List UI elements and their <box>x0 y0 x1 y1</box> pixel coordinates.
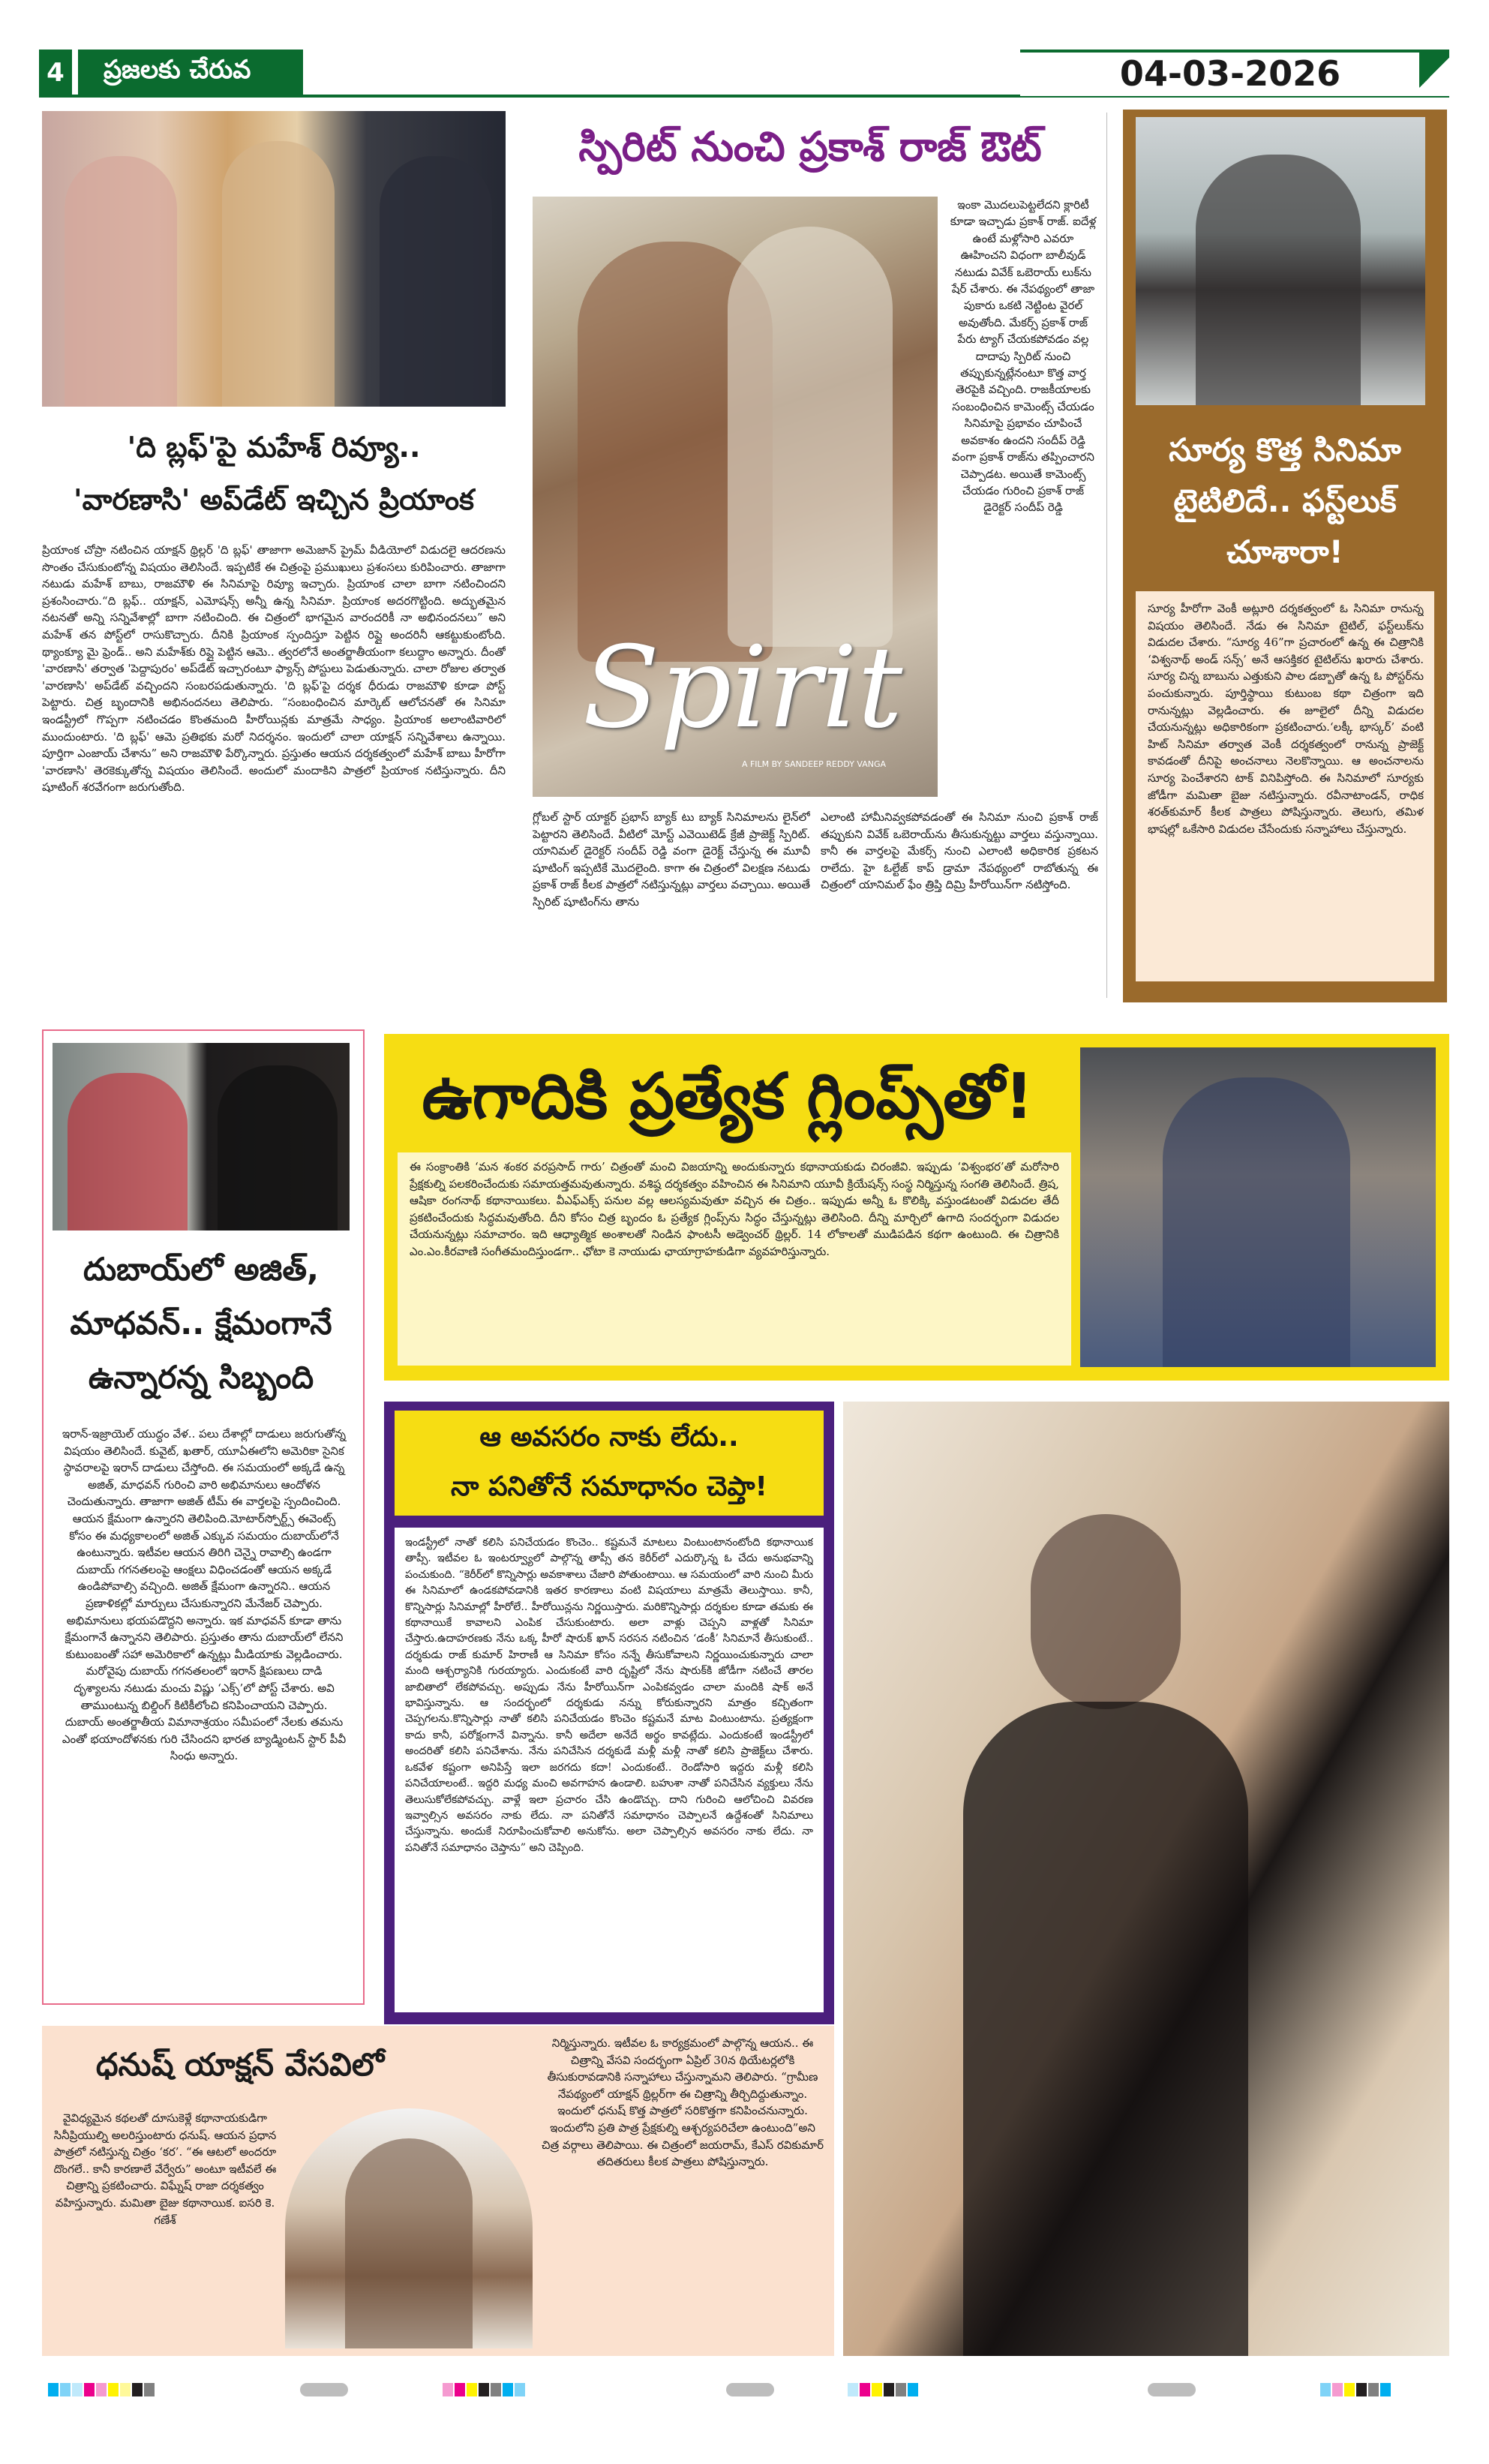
swatch-k4 <box>491 2383 501 2396</box>
swatch-c7 <box>908 2383 918 2396</box>
page-number: 4 <box>47 58 65 88</box>
swatch-k6 <box>896 2383 906 2396</box>
swatch-c3 <box>72 2383 83 2396</box>
surya-headline: సూర్య కొత్త సినిమా టైటిలిదే.. ఫస్ట్‌లుక్ చూశారా! <box>1169 431 1401 570</box>
spirit-column-divider <box>1106 113 1107 998</box>
surya-photo <box>1136 117 1425 405</box>
swatch-k8 <box>1368 2383 1379 2396</box>
photo-figure <box>1163 1077 1350 1367</box>
dhanush-left-body: వైవిధ్యమైన కథలతో దూసుకెళ్లే కథానాయకుడిగా సినీప్రియుల్ని అలరిస్తుంటారు ధనుష్. ఆయన ప్రధాన పాత్రలో నటిస్తున్న చిత్రం ‘కర’. “ఈ ఆటలో అందరూ దొంగలే.. కానీ కారణాలే వేర్వేరు” అంటూ ఇటీవలే ఈ చిత్రాన్ని ప్రకటించారు. విఘ్నేష్ రాజా దర్శకత్వం వహిస్తున్నారు. మమితా బైజు కథానాయిక. ఐసరి కె. గణేశ్ <box>53 2111 277 2227</box>
print-pill-2 <box>726 2383 774 2397</box>
swatch-c4 <box>503 2383 513 2396</box>
swatch-y2 <box>120 2383 131 2396</box>
mahesh-priyanka-photo <box>42 111 506 407</box>
swatch-y <box>108 2383 119 2396</box>
photo-figure <box>1196 155 1361 405</box>
print-marks-far-right <box>1320 2383 1392 2397</box>
poster-credit: A FILM BY SANDEEP REDDY VANGA <box>741 759 887 769</box>
date: 04-03-2026 <box>1119 53 1341 94</box>
photo-figure-right <box>380 156 492 407</box>
swatch-y5 <box>1344 2383 1355 2396</box>
swatch-m6 <box>1332 2383 1343 2396</box>
ajith-body: ఇరాన్-ఇజ్రాయెల్ యుద్ధం వేళ.. పలు దేశాల్లో దాడులు జరుగుతోన్న విషయం తెలిసిందే. కువైట్, ఖతార్, యూఏఈలోని అమెరికా సైనిక స్థావరాలపై ఇరాన్ దాడులు చేస్తోంది. ఈ సమయంలో అక్కడే ఉన్న అజిత్, మాధవన్ గురించి వారి అభిమానులు ఆందోళన చెందుతున్నారు. తాజాగా అజిత్ టీమ్ ఈ వార్తలపై స్పందించింది. ఆయన క్షేమంగా ఉన్నారని తెలిపింది.మోటార్‌స్పోర్ట్స్ ఈవెంట్స్ కోసం ఈ మధ్యకాలంలో అజిత్ ఎక్కువ సమయం దుబాయ్‌లోనే ఉంటున్నారు. ఇటీవల ఆయన తిరిగి చెన్నై రావాల్సి ఉండగా దుబాయ్ గగనతలంపై ఆంక్షలు విధించడంతో ఆయన అక్కడే ఉండిపోవాల్సి వచ్చింది. అజిత్ క్షేమంగా ఉన్నారని.. ఆయన ప్రణాళికల్లో మార్పులు చేసుకున్నారని మేనేజర్ చెప్పారు. అభిమానులు భయపడొద్దని అన్నారు. ఇక మాధవన్ కూడా తాను క్షేమంగానే ఉన్నానని తెలిపారు. ప్రస్తుతం తాను దుబాయ్‌లో లేనని కుటుంబంతో సహా అమెరికాలో ఉన్నట్లు మీడియాకు వెల్లడించారు. మరోవైపు దుబాయ్ గగనతలంలో ఇరాన్ క్షిపణులు దాడి దృశ్యాలను నటుడు మంచు విష్ణు ‘ఎక్స్’లో పోస్ట్ చేశారు. అవి తాముంటున్న బిల్డింగ్ కిటికీలోంచి కనిపించాయని చెప్పారు. దుబాయ్ అంతర్జాతీయ విమానాశ్రయం సమీపంలో నేలకు తమను ఎంతో భయాందోళనకు గురి చేసిందని భారత బ్యాడ్మింటన్ స్టార్ పీవీ సింధు అన్నారు. <box>62 1427 347 1763</box>
swatch-k <box>132 2383 143 2396</box>
ajith-madhavan-photo <box>53 1043 350 1230</box>
swatch-k2 <box>144 2383 155 2396</box>
mahesh-headline-2: 'వారణాసి' అప్‌డేట్ ఇచ్చిన ప్రియాంక <box>74 483 474 516</box>
print-pill-3 <box>1148 2383 1196 2397</box>
photo-figure-head <box>1031 1514 1181 1709</box>
print-pill-1 <box>300 2383 348 2397</box>
spirit-bottom-right: ఎలాంటి హామీనివ్వకపోవడంతో ఈ సినిమా నుంచి ప్రకాశ్ రాజ్ తప్పుకుని వివేక్ ఒబెరాయ్‌ను తీసుకున్నట్టు వార్తలు వస్తున్నాయి. కానీ ఈ వార్తలపై మేకర్స్ నుంచి ఎలాంటి అధికారిక ప్రకటన రాలేదు. హై ఓల్టేజ్ కాప్ డ్రామా నేపథ్యంలో రాబోతున్న ఈ చిత్రంలో యానిమల్ ఫేం త్రిప్తి దిమ్రి హీరోయిన్‌గా నటిస్తోంది. <box>821 810 1098 892</box>
swatch-c <box>48 2383 59 2396</box>
date-tab-corner <box>1419 50 1449 96</box>
swatch-y4 <box>872 2383 882 2396</box>
section-title: ప్రజలకు చేరువ <box>104 55 251 85</box>
swatch-m2 <box>96 2383 107 2396</box>
print-marks-center <box>443 2383 527 2397</box>
mahesh-body: ప్రియాంక చోప్రా నటించిన యాక్షన్ థ్రిల్లర్ 'ది బ్లఫ్' తాజాగా అమెజాన్ ప్రైమ్ వీడియోలో విడుదలై ఆదరణను సొంతం చేసుకుంటోన్న విషయం తెలిసిందే. ఇప్పటికే ఈ చిత్రంపై ప్రముఖులు ప్రశంసలు కురిపించారు. తాజాగా నటుడు మహేశ్ బాబు, రాజమౌళి ఈ సినిమాపై రివ్యూ ఇచ్చారు. ప్రియాంక చాలా బాగా నటించిందని ప్రశంసించారు.“ది బ్లఫ్.. యాక్షన్, ఎమోషన్స్ అన్నీ ఉన్న సినిమా. ప్రియాంక అదరగొట్టింది. అద్భుతమైన నటనతో అన్ని సన్నివేశాల్లో బాగా నటించింది. ఈ చిత్రంలో భాగమైన వారందరికీ నా అభినందనలు” అని మహేశ్ తన పోస్ట్‌లో రాసుకొచ్చారు. దీనికి ప్రియాంక స్పందిస్తూ పెట్టిన రిప్లై అందరినీ ఆకట్టుకుంటోంది. థ్యాంక్యూ మై ఫ్రెండ్.. అని మహేశ్‌కు రిప్లై పెట్టిన ఆమె.. త్వరలోనే అంతర్జాతీయంగా కలుద్దాం అన్నారు. దీంతో 'వారణాసి' తర్వాత 'పెద్దాపురం' అప్‌డేట్ ఇచ్చారంటూ ఫ్యాన్స్ పోస్టులు పెడుతున్నారు. చాలా రోజుల తర్వాత 'వారణాసి' అప్‌డేట్ వచ్చిందని సంబరపడుతున్నారు. 'ది బ్లఫ్'పై దర్శక ధీరుడు రాజమౌళి కూడా పోస్ట్ పెట్టారు. చిత్ర బృందానికి అభినందనలు తెలిపారు. “సంబంధించిన మార్కెట్ ఆలోచనతో ఈ సినిమా ఇండస్ట్రీలో గొప్పగా నటించడం కొంతమంది హీరోయిన్లకు మాత్రమే సాధ్యం. ప్రియాంక అలాంటివారిలో ముందుంటారు. 'ది బ్లఫ్' ఆమె ప్రతిభకు మరో నిదర్శనం. ఇందులో చాలా యాక్షన్ సన్నివేశాలు ఉన్నాయి. పూర్తిగా ఎంజాయ్ చేశాను” అని రాజమౌళి పేర్కొన్నారు. ప్రస్తుతం ఆయన దర్శకత్వంలో మహేశ్ బాబు హీరోగా 'వారణాసి' తెరకెక్కుతోన్న విషయం తెలిసిందే. అందులో మందాకిని పాత్రలో ప్రియాంక నటిస్తున్నారు. దీని షూటింగ్ శరవేగంగా జరుగుతోంది. <box>42 543 506 795</box>
photo-figure <box>345 2138 473 2348</box>
print-marks-left <box>48 2383 156 2397</box>
taapsee-headline-1: ఆ అవసరం నాకు లేదు.. <box>479 1422 739 1453</box>
taapsee-photo <box>843 1402 1449 2356</box>
dhanush-photo <box>285 2108 533 2348</box>
dhanush-right-body: నిర్మిస్తున్నారు. ఇటీవల ఓ కార్యక్రమంలో పాల్గొన్న ఆయన.. ఈ చిత్రాన్ని వేసవి సందర్భంగా ఏప్రిల్ 30న థియేటర్లలోకి తీసుకురావడానికి సన్నాహాలు చేస్తున్నామని తెలిపారు. “గ్రామీణ నేపథ్యంలో యాక్షన్ థ్రిల్లర్‌గా ఈ చిత్రాన్ని తీర్చిదిద్దుతున్నాం. ఇందులో ధనుష్ కొత్త పాత్రలో సరికొత్తగా కనిపించనున్నారు. ఇందులోని ప్రతి పాత్ర ప్రేక్షకుల్ని ఆశ్చర్యపరిచేలా ఉంటుంది”అని చిత్ర వర్గాలు తెలిపాయి. ఈ చిత్రంలో జయరామ్, కేఎస్ రవికుమార్ తదితరులు కీలక పాత్రలు పోషిస్తున్నారు. <box>542 2036 824 2169</box>
photo-figure-left <box>65 156 177 407</box>
spirit-right-column: ఇంకా మొదలుపెట్టలేదని క్లారిటీ కూడా ఇచ్చాడు ప్రకాశ్ రాజ్. ఐదేళ్ల ఉంటే మళ్లోసారి ఎవరూ ఊహించని విధంగా బాలీవుడ్ నటుడు వివేక్ ఒబెరాయ్ లుక్‌ను షేర్ చేశారు. ఈ నేపథ్యంలో తాజా పుకారు ఒకటి నెట్టింట వైరల్ అవుతోంది. మేకర్స్ ప్రకాశ్ రాజ్ పేరు ట్యాగ్ చేయకపోవడం వల్ల దాదాపు స్పిరిట్ నుంచి తప్పుకున్నట్లేనంటూ కొత్త వార్త తెరపైకి వచ్చింది. రాజకీయాలకు సంబంధించిన కామెంట్స్ చేయడం సినిమాపై ప్రభావం చూపించే అవకాశం ఉందని సందీప్ రెడ్డి వంగా ప్రకాశ్ రాజ్‌ను తప్పించారని చెప్పాడట. అయితే కామెంట్స్ చేయడం గురించి ప్రకాశ్ రాజ్ డైరెక్టర్ సందీప్ రెడ్డి <box>950 198 1097 515</box>
swatch-k7 <box>1356 2383 1367 2396</box>
spirit-bottom-left: గ్లోబల్ స్టార్ యాక్టర్ ప్రభాస్ బ్యాక్ టు బ్యాక్ సినిమాలను లైన్‌లో పెట్టారని తెలిసిందే. వీటిలో మోస్ట్ ఎవెయిటెడ్ క్రేజీ ప్రాజెక్ట్ స్పిరిట్. యానిమల్ డైరెక్టర్ సందీప్ రెడ్డి వంగా డైరెక్ట్ చేస్తున్న ఈ మూవీ షూటింగ్ ఇప్పటికే మొదలైంది. కాగా ఈ చిత్రంలో విలక్షణ నటుడు ప్రకాశ్ రాజ్ కీలక పాత్రలో నటిస్తున్నట్లు వార్తలు వచ్చాయి. అయితే స్పిరిట్ షూటింగ్‌ను తాను <box>533 810 810 909</box>
swatch-c6 <box>848 2383 858 2396</box>
swatch-m5 <box>860 2383 870 2396</box>
swatch-k5 <box>884 2383 894 2396</box>
spirit-poster <box>533 197 938 797</box>
dhanush-headline: ధనుష్ యాక్షన్ వేసవిలో <box>95 2046 385 2083</box>
swatch-c8 <box>1320 2383 1331 2396</box>
ajith-headline: దుబాయ్‌లో అజిత్, మాధవన్.. క్షేమంగానే ఉన్నారన్న సిబ్బంది <box>70 1251 332 1396</box>
swatch-m <box>84 2383 95 2396</box>
surya-body: సూర్య హీరోగా వెంకీ అట్లూరి దర్శకత్వంలో ఓ సినిమా రానున్న విషయం తెలిసిందే. నేడు ఈ సినిమా టైటిల్, ఫస్ట్‌లుక్‌ను విడుదల చేశారు. “సూర్య 46”గా ప్రచారంలో ఉన్న ఈ చిత్రానికి ‘విశ్వనాథ్ అండ్ సన్స్’ అనే ఆసక్తికర టైటిల్‌ను ఖరారు చేశారు. సూర్య చిన్న బాబును ఎత్తుకుని పాల డబ్బాతో ఉన్న ఓ పోస్టర్‌ను పంచుకున్నారు. పూర్తిస్థాయి కుటుంబ కథా చిత్రంగా ఇది రానున్నట్లు వెల్లడించారు. ఈ జూలైలో దీన్ని విడుదల చేయనున్నట్లు అధికారికంగా ప్రకటించారు.‘లక్కీ భాస్కర్’ వంటి హిట్ సినిమా తర్వాత వెంకీ దర్శకత్వంలో రానున్న ప్రాజెక్ట్ కావడంతో దీనిపై అంచనాలు నెలకొన్నాయి. ఆ అంచనాలను సూర్య పెంచేశారని టాక్ వినిపిస్తోంది. ఈ సినిమాలో సూర్యకు జోడీగా మమితా బైజు నటిస్తున్నారు. రవీనాటాండన్, రాధిక శరత్‌కుమార్ కీలక పాత్రలు పోషిస్తున్నారు. తెలుగు, తమిళ భాషల్లో ఒకేసారి విడుదల చేసేందుకు సన్నాహాలు చేస్తున్నారు. <box>1148 602 1424 836</box>
chiru-body: ఈ సంక్రాంతికి ‘మన శంకర వరప్రసాద్ గారు’ చిత్రంతో మంచి విజయాన్ని అందుకున్నారు కథానాయకుడు చిరంజీవి. ఇప్పుడు ‘విశ్వంభర’తో మరోసారి ప్రేక్షకుల్ని పలకరించేందుకు సమాయత్తమవుతున్నారు. వశిష్ఠ దర్శకత్వం వహించిన ఈ సినిమాని యూవీ క్రియేషన్స్ సంస్థ నిర్మిస్తున్న సంగతి తెలిసిందే. త్రిష, ఆషికా రంగనాథ్ కథానాయికలు. వీఎఫ్‌ఎక్స్ పనుల వల్ల ఆలస్యమవుతూ వచ్చిన ఈ చిత్రం.. ఇప్పుడు అన్నీ ఓ కొలిక్కి వస్తుండటంతో విడుదల తేదీ ప్రకటించేందుకు సిద్ధమవుతోంది. దీని కోసం చిత్ర బృందం ఓ ప్రత్యేక గ్లింప్స్‌ను సిద్ధం చేస్తున్నట్లు తెలిసింది. దీన్ని మార్చిలో ఉగాది సందర్భంగా విడుదల చేయనున్నట్లు సమాచారం. ఇది ఆధ్యాత్మిక అంశాలతో నిండిన ఫాంటసీ అడ్వెంచర్ థ్రిల్లర్. 14 లోకాలతో ముడిపడిన కథగా ఉంటుంది. ఈ చిత్రానికి ఎం.ఎం.కీరవాణి సంగీతమందిస్తుండగా.. ఛోటా కె నాయుడు ఛాయాగ్రాహకుడిగా వ్యవహరిస్తున్నారు. <box>410 1160 1059 1258</box>
photo-figure-left <box>68 1073 188 1230</box>
taapsee-headline-2: నా పనితోనే సమాధానం చెప్తా! <box>451 1471 767 1502</box>
swatch-y3 <box>467 2383 477 2396</box>
mahesh-headline-1: 'ది బ్లఫ్'పై మహేశ్ రివ్యూ.. <box>127 431 421 464</box>
swatch-c2 <box>60 2383 71 2396</box>
chiranjeevi-photo <box>1080 1047 1436 1367</box>
section-banner <box>78 50 303 96</box>
swatch-c9 <box>1380 2383 1391 2396</box>
photo-figure-body <box>963 1702 1248 2356</box>
page-number-badge <box>39 50 72 96</box>
poster-figure-2 <box>728 227 893 647</box>
swatch-k3 <box>479 2383 489 2396</box>
photo-figure-right <box>218 1065 338 1230</box>
swatch-m4 <box>455 2383 465 2396</box>
taapsee-body: ఇండస్ట్రీలో నాతో కలిసి పనిచేయడం కొంచెం.. కష్టమనే మాటలు వింటుంటానంటోంది కథానాయిక తాప్సీ. ఇటీవల ఓ ఇంటర్వ్యూలో పాల్గొన్న తాప్సీ తన కెరీర్‌లో ఎదుర్కొన్న ఓ చేదు అనుభవాన్ని పంచుకుంది. “కెరీర్‌లో కొన్నిసార్లు అవకాశాలు చేజారి పోతుంటాయి. ఆ సమయంలో వారి నుంచి మీరు ఈ సినిమాలో ఉండకపోవడానికి ఇతర కారణాలు వంటి విషయాలు మాత్రమే తెలుస్తాయి. కానీ, కొన్నిసార్లు సినిమాల్లో హీరోలే.. హీరోయిన్లను నిర్ణయిస్తారు. మరికొన్నిసార్లు దర్శకుల కూడా తమకు ఈ కథానాయికే కావాలని ఎంపిక చేసుకుంటారు. అలా వాళ్లు చెప్పని వాళ్లతో సినిమా చేస్తారు.ఉదాహరణకు నేను ఒక్క హీరో షారుక్ ఖాన్ సరసన నటించిన ‘డంకీ’ సినిమానే తీసుకుంటే.. దర్శకుడు రాజ్ కుమార్ హిరాణీ ఆ సినిమా కోసం నన్నే తీసుకోవాలని నిర్ణయించుకున్నారు చాలా మంది ఆశ్చర్యానికి గురయ్యారు. ఎందుకంటే వారి దృష్టిలో నేను షారుక్‌కి జోడీగా నటించే తారల జాబితాలో లేకపోవచ్చు. అప్పుడు నేను హీరోయిన్‌గా ఎంపికవ్వడం చాలా మందికి షాక్ అనే భావిస్తున్నాను. ఆ సందర్భంలో దర్శకుడు నన్ను కోరుకున్నారని మాత్రం కచ్చితంగా చెప్పగలను.కొన్నిసార్లు నాతో కలిసి పనిచేయడం కొంచెం కష్టమనే మాట వింటుంటాను. ప్రత్యక్షంగా కాదు కానీ, పరోక్షంగానే విన్నాను. కానీ అదేలా అనేదే అర్థం కావట్లేదు. ఎందుకంటే ఇండస్ట్రీలో అందరితో కలిసి పనిచేశాను. నేను పనిచేసిన దర్శకుడే మళ్లీ మళ్లీ నాతో కలిసి ప్రాజెక్ట్‌లు చేశారు. ఒకవేళ కష్టంగా అనిపిస్తే ఇలా జరగదు కదా! ఎందుకంటే.. రెండోసారి ఇద్దరు మళ్లీ కలిసి పనిచేయాలంటే.. ఇద్దరి మధ్య మంచి అవగాహన ఉండాలి. బహుశా నాతో పనిచేసిన వ్యక్తులు నేను తెలుసుకోలేకపోవచ్చు. వాళ్లే ఇలా ప్రచారం చేసి ఉండొచ్చు. దాని గురించి ఆలోచించి వివరణ ఇవ్వాల్సిన అవసరం నాకు లేదు. నా పనితోనే సమాధానం చెప్పాలనే ఉద్దేశంతో సినిమాలు చేస్తున్నాను. అందుకే నిరూపించుకోవాలి అనుకోను. అలా చెప్పాల్సిన అవసరం నాకు లేదు. నా పనితోనే సమాధానం చెప్తాను” అని చెప్పింది. <box>405 1537 813 1854</box>
photo-figure-center <box>222 141 335 407</box>
print-marks-right <box>848 2383 920 2397</box>
poster-title: Spirit <box>582 623 903 753</box>
swatch-m3 <box>443 2383 453 2396</box>
spirit-headline: స్పిరిట్ నుంచి ప్రకాశ్ రాజ్ ఔట్ <box>578 123 1042 170</box>
chiru-headline: ఉగాదికి ప్రత్యేక గ్లింప్స్‌తో! <box>422 1059 1034 1133</box>
swatch-c5 <box>515 2383 525 2396</box>
